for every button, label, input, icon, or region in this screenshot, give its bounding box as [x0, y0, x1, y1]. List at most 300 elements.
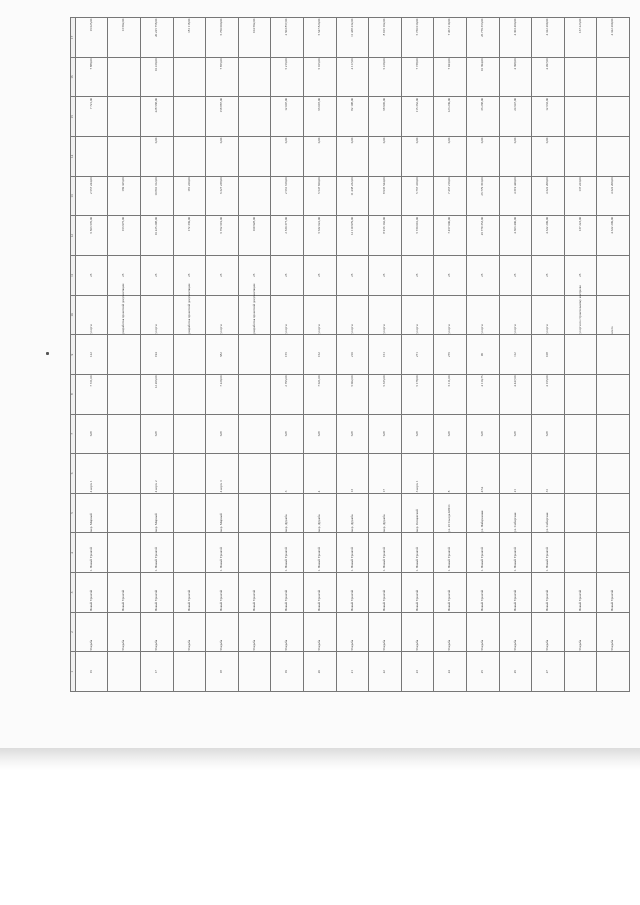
table-cell: 0,00 — [303, 137, 336, 177]
table-cell: 7 021,00 — [303, 374, 336, 414]
table-cell: 4 корп. 3 — [206, 454, 239, 494]
table-cell — [564, 335, 597, 375]
table-cell: мкр. Мирный — [206, 493, 239, 533]
table-cell: 0,00 — [466, 137, 499, 177]
table-cell: Усадьба — [434, 612, 467, 652]
table-cell: 20 225 758,00 — [140, 18, 173, 58]
table-cell: 112 — [499, 335, 532, 375]
table-cell — [108, 533, 141, 573]
column-number-17: 17 — [71, 18, 76, 58]
table-cell: Новый Уренгой — [140, 573, 173, 613]
table-cell: 228 568,00 — [140, 97, 173, 137]
table-cell: Усадьба — [173, 612, 206, 652]
table-cell: 5 632 022,00 — [303, 216, 336, 256]
table-cell — [597, 533, 630, 573]
table-cell: Новый Уренгой — [466, 573, 499, 613]
table-cell — [173, 97, 206, 137]
table-cell: 628 — [206, 414, 239, 454]
table-cell: 1. Новый Уренгой — [336, 533, 369, 573]
table-cell: Усадьба — [369, 612, 402, 652]
table-cell: 3 корп. 1 — [401, 454, 434, 494]
table-cell — [108, 374, 141, 414]
table-cell — [173, 335, 206, 375]
table-cell: 1. Новый Уренгой — [271, 533, 304, 573]
table-cell — [173, 652, 206, 692]
table-cell: 4 117,00 — [336, 57, 369, 97]
table-cell: 25 — [499, 255, 532, 295]
table-cell: 172 339,00 — [173, 216, 206, 256]
table-cell: Новый Уренгой — [75, 573, 108, 613]
table-cell: Усадьба — [140, 612, 173, 652]
table-cell: 5 730 010,00 — [401, 216, 434, 256]
table-cell: услуги — [303, 295, 336, 335]
table-cell — [238, 652, 271, 692]
table-cell: разработка проектной документации — [238, 295, 271, 335]
table-cell: 1. Новый Уренгой — [532, 533, 565, 573]
table-cell: 137 223,00 — [564, 176, 597, 216]
table-cell — [238, 533, 271, 573]
table-cell: 0,00 — [499, 137, 532, 177]
table-cell: 17 — [140, 652, 173, 692]
table-cell: 25 — [303, 255, 336, 295]
table-cell: 25 — [564, 255, 597, 295]
table-cell: 2 530 377,00 — [271, 216, 304, 256]
column-number-4: 4 — [71, 533, 76, 573]
table-cell: 24 647,00 — [499, 97, 532, 137]
table-cell: 13 — [336, 454, 369, 494]
table-cell: 22 — [369, 652, 402, 692]
table-cell: 181 220,00 — [173, 176, 206, 216]
table-cell: 1. Новый Уренгой — [369, 533, 402, 573]
table-cell: 5 178,00 — [401, 374, 434, 414]
table-cell — [238, 97, 271, 137]
table-cell: 23 — [401, 652, 434, 692]
table-cell: 26 779 353,00 — [466, 176, 499, 216]
table-cell: 12 119 979,00 — [336, 216, 369, 256]
table-cell — [238, 414, 271, 454]
table-cell: 2 795,00 — [271, 374, 304, 414]
table-cell: Новый Уренгой — [238, 573, 271, 613]
table-cell: 25 — [108, 255, 141, 295]
table-cell: 276 — [434, 335, 467, 375]
table-row — [108, 18, 141, 692]
table-cell: мкр. Мирный — [140, 493, 173, 533]
table-cell: 7 229,00 — [206, 374, 239, 414]
table-cell: 628 — [75, 414, 108, 454]
table-cell: 25 — [401, 255, 434, 295]
table-cell: 7 721,00 — [75, 97, 108, 137]
table-cell: ул. Сибирская — [499, 493, 532, 533]
table-cell: 0,00 — [434, 137, 467, 177]
table-cell: 25 — [532, 255, 565, 295]
table-cell: Новый Уренгой — [206, 573, 239, 613]
table-cell: 4 322 209,00 — [597, 216, 630, 256]
table-cell — [108, 335, 141, 375]
column-number-3: 3 — [71, 573, 76, 613]
table-cell: Новый Уренгой — [303, 573, 336, 613]
table-row — [303, 18, 336, 692]
table-cell: Усадьба — [466, 612, 499, 652]
table-cell — [173, 57, 206, 97]
table-cell: 82 198,00 — [336, 97, 369, 137]
table-cell: 11 438 232,00 — [336, 18, 369, 58]
table-cell: 210 — [336, 335, 369, 375]
table-cell — [564, 374, 597, 414]
table-cell: 7 467 219,00 — [434, 18, 467, 58]
table-cell: 122 — [75, 335, 108, 375]
table-cell: 12 007,00 — [271, 97, 304, 137]
table-cell: 3 — [271, 454, 304, 494]
table-cell: 628 — [369, 414, 402, 454]
table-cell: 4 303 400,00 — [499, 216, 532, 256]
table-cell: 8 — [434, 454, 467, 494]
table-cell — [108, 137, 141, 177]
table-cell: 7 721,00 — [75, 374, 108, 414]
table-cell: услуги — [369, 295, 402, 335]
table-cell: 6 503 570,00 — [75, 216, 108, 256]
table-cell: Новый Уренгой — [369, 573, 402, 613]
table-cell: 628 — [303, 414, 336, 454]
table-cell: Новый Уренгой — [532, 573, 565, 613]
table-cell: всего — [597, 295, 630, 335]
table-cell: 25 — [271, 255, 304, 295]
table-cell: 12 206,00 — [140, 374, 173, 414]
table-cell: услуги — [466, 295, 499, 335]
table-cell — [238, 137, 271, 177]
table-cell — [597, 493, 630, 533]
table-row — [434, 18, 467, 692]
table-cell: ул. Набережная — [466, 493, 499, 533]
table-cell — [564, 533, 597, 573]
table-cell: 4 322 209,00 — [532, 216, 565, 256]
column-number-8: 8 — [71, 374, 76, 414]
table-cell: 7 889,00 — [75, 57, 108, 97]
table-cell: 96 — [466, 335, 499, 375]
table-cell — [75, 137, 108, 177]
table-row — [206, 18, 239, 692]
table-cell: Усадьба — [336, 612, 369, 652]
table-cell: 1. Новый Уренгой — [434, 533, 467, 573]
table-cell: услуги по строительному контролю — [564, 295, 597, 335]
register-table — [70, 17, 630, 692]
table-cell: 628 — [140, 414, 173, 454]
table-cell: 2 557 244,00 — [75, 176, 108, 216]
table-cell — [597, 414, 630, 454]
table-cell: 628 — [499, 414, 532, 454]
table-cell — [238, 335, 271, 375]
table-cell: 109 928,00 — [238, 216, 271, 256]
table-row — [173, 18, 206, 692]
table-cell — [108, 57, 141, 97]
table-cell: 25 — [238, 255, 271, 295]
table-cell: 137 223,00 — [564, 18, 597, 58]
table-cell: услуги — [499, 295, 532, 335]
rotated-table-wrapper — [70, 17, 630, 692]
table-cell: 628 — [401, 414, 434, 454]
table-cell: 0,00 — [206, 137, 239, 177]
table-cell: 25 — [434, 255, 467, 295]
table-cell: разработка проектной документации — [108, 295, 141, 335]
table-cell: 25 — [206, 255, 239, 295]
table-cell: ул. 26 Съезда КПСС — [434, 493, 467, 533]
table-cell: Усадьба — [271, 612, 304, 652]
table-cell — [238, 374, 271, 414]
table-cell: 0,00 — [369, 137, 402, 177]
table-cell: 4 корп. 1 — [75, 454, 108, 494]
table-cell: 4 — [303, 454, 336, 494]
table-cell: 2 503 857,00 — [271, 18, 304, 58]
table-cell: мкр. Дружба — [336, 493, 369, 533]
table-cell — [597, 374, 630, 414]
table-cell — [597, 335, 630, 375]
table-row — [401, 18, 434, 692]
table-cell — [108, 493, 141, 533]
table-cell: 108 — [532, 335, 565, 375]
table-cell: 7 738,00 — [401, 57, 434, 97]
table-cell: 11 438 232,00 — [336, 176, 369, 216]
table-cell: 628 — [271, 414, 304, 454]
table-cell: 1. Новый Уренгой — [75, 533, 108, 573]
table-cell — [238, 454, 271, 494]
table-cell: 0,00 — [271, 137, 304, 177]
table-cell — [173, 533, 206, 573]
table-row — [140, 18, 173, 692]
column-number-12: 12 — [71, 216, 76, 256]
table-cell: 155 — [271, 335, 304, 375]
table-row — [564, 18, 597, 692]
table-cell: мкр. Дружба — [271, 493, 304, 533]
table-body — [75, 18, 629, 692]
table-cell — [108, 454, 141, 494]
table-cell: 26 779 353,00 — [466, 216, 499, 256]
page-edge-shadow — [0, 748, 640, 770]
table-cell: Новый Уренгой — [564, 573, 597, 613]
table-row — [336, 18, 369, 692]
table-cell: 21 — [336, 652, 369, 692]
table-cell: 7 467 219,00 — [434, 176, 467, 216]
table-cell — [173, 493, 206, 533]
table-cell: 47А — [466, 454, 499, 494]
table-cell — [597, 652, 630, 692]
table-cell: 8 916 102,00 — [369, 18, 402, 58]
table-cell: Усадьба — [499, 612, 532, 652]
table-cell: 5 547 820,00 — [303, 18, 336, 58]
table-cell: Новый Уренгой — [401, 573, 434, 613]
table-cell: 25 — [336, 255, 369, 295]
table-cell: Усадьба — [108, 612, 141, 652]
table-cell: 271 — [401, 335, 434, 375]
table-cell — [238, 57, 271, 97]
table-cell: 24 — [434, 652, 467, 692]
column-number-10: 10 — [71, 295, 76, 335]
table-cell: 68 905,00 — [369, 97, 402, 137]
table-cell: 25 — [75, 255, 108, 295]
table-cell — [564, 414, 597, 454]
table-cell — [108, 652, 141, 692]
table-cell: 4 165,00 — [532, 374, 565, 414]
table-cell — [597, 454, 630, 494]
table-cell: 123 239,00 — [434, 97, 467, 137]
table-cell: 31 — [532, 454, 565, 494]
table-cell — [597, 57, 630, 97]
table-cell: 6 762 619,00 — [206, 216, 239, 256]
table-cell: 5 015,00 — [303, 57, 336, 97]
table-cell: 7 855,00 — [206, 57, 239, 97]
table-cell: 5 730 010,00 — [401, 18, 434, 58]
table-cell: 1. Новый Уренгой — [140, 533, 173, 573]
table-cell — [564, 57, 597, 97]
table-row — [238, 18, 271, 692]
table-cell: 19 — [271, 652, 304, 692]
table-cell: 5 767 410,00 — [401, 176, 434, 216]
table-cell: 115 362,00 — [401, 97, 434, 137]
table-cell: 18 — [206, 652, 239, 692]
column-number-14: 14 — [71, 137, 76, 177]
table-cell — [564, 454, 597, 494]
table-cell: Усадьба — [597, 612, 630, 652]
table-cell: 162 — [303, 335, 336, 375]
table-cell: 4 497,00 — [532, 57, 565, 97]
table-cell: 25 — [466, 652, 499, 692]
table-cell: 13 692,00 — [108, 18, 141, 58]
table-cell — [173, 454, 206, 494]
table-cell: услуги — [434, 295, 467, 335]
table-cell: 163 975,00 — [108, 216, 141, 256]
table-cell: 7 457 000,00 — [434, 216, 467, 256]
table-cell: 66 018,00 — [303, 97, 336, 137]
table-cell: Новый Уренгой — [336, 573, 369, 613]
table-cell: услуги — [140, 295, 173, 335]
table-cell — [597, 137, 630, 177]
table-cell: 582 — [206, 335, 239, 375]
table-cell: разработка проектной документации — [173, 295, 206, 335]
table-cell: 4 447,00 — [499, 374, 532, 414]
table-cell: 25 — [466, 255, 499, 295]
table-cell — [597, 97, 630, 137]
column-number-11: 11 — [71, 255, 76, 295]
table-cell — [108, 414, 141, 454]
table-cell: Усадьба — [532, 612, 565, 652]
table-cell: 1. Новый Уренгой — [499, 533, 532, 573]
table-cell: 2 561 619,00 — [271, 176, 304, 216]
table-row — [466, 18, 499, 692]
column-number-2: 2 — [71, 612, 76, 652]
table-row — [75, 18, 108, 692]
table-row — [271, 18, 304, 692]
table-cell: 10 225 298,00 — [140, 216, 173, 256]
table-cell: 21 — [499, 454, 532, 494]
column-number-6: 6 — [71, 454, 76, 494]
column-number-5: 5 — [71, 493, 76, 533]
table-cell: Усадьба — [238, 612, 271, 652]
table-cell: 12 633,00 — [532, 97, 565, 137]
table-cell: 6 327 238,00 — [206, 176, 239, 216]
table-cell: услуги — [271, 295, 304, 335]
table-cell — [238, 176, 271, 216]
table-cell: 0,00 — [532, 137, 565, 177]
table-cell: 4 319 440,00 — [499, 176, 532, 216]
column-number-7: 7 — [71, 414, 76, 454]
table-cell: 26 — [499, 652, 532, 692]
table-cell: мкр. Репцевский — [401, 493, 434, 533]
table-cell: 5 002,00 — [336, 374, 369, 414]
table-cell: Новый Уренгой — [434, 573, 467, 613]
table-cell: 1. Новый Уренгой — [466, 533, 499, 573]
table-cell: ул. Сибирская — [532, 493, 565, 533]
table-cell: Усадьба — [401, 612, 434, 652]
table-cell: 27 — [532, 652, 565, 692]
table-cell: услуги — [75, 295, 108, 335]
scan-speck — [46, 352, 49, 355]
table-cell: услуги — [532, 295, 565, 335]
table-frame — [70, 17, 630, 692]
table-cell: 137 223,00 — [564, 216, 597, 256]
column-number-15: 15 — [71, 97, 76, 137]
table-cell: 628 — [336, 414, 369, 454]
table-cell: Новый Уренгой — [499, 573, 532, 613]
table-cell: 25 — [173, 255, 206, 295]
table-cell: 16 025,00 — [75, 18, 108, 58]
table-cell: 628 — [466, 414, 499, 454]
table-cell: Усадьба — [564, 612, 597, 652]
table-cell: 161 — [369, 335, 402, 375]
table-cell: мкр. Дружба — [303, 493, 336, 533]
table-cell: 628 — [532, 414, 565, 454]
column-number-13: 13 — [71, 176, 76, 216]
table-cell: 169 325,00 — [108, 176, 141, 216]
table-cell: 4 322 209,00 — [597, 18, 630, 58]
table-cell: Новый Уренгой — [108, 573, 141, 613]
table-cell: 25 — [140, 255, 173, 295]
table-cell: 25 — [369, 255, 402, 295]
table-cell — [173, 137, 206, 177]
table-cell: 181 118,00 — [173, 18, 206, 58]
table-cell: 5 335,00 — [369, 374, 402, 414]
table-cell — [597, 255, 630, 295]
table-cell: 17 — [369, 454, 402, 494]
table-cell — [173, 374, 206, 414]
table-row — [499, 18, 532, 692]
table-cell: 0,00 — [336, 137, 369, 177]
table-cell: Новый Уренгой — [271, 573, 304, 613]
table-cell: 1. Новый Уренгой — [206, 533, 239, 573]
table-row — [597, 18, 630, 692]
table-cell: услуги — [206, 295, 239, 335]
table-cell: 4 корп. 2 — [140, 454, 173, 494]
table-cell — [564, 137, 597, 177]
table-cell: 26 779 353,00 — [466, 18, 499, 58]
table-cell: 5 547 820,00 — [303, 176, 336, 216]
table-cell — [108, 97, 141, 137]
table-cell: 7 943,00 — [434, 57, 467, 97]
table-cell: 10 801 312,00 — [140, 176, 173, 216]
table-cell — [238, 493, 271, 533]
table-cell: Усадьба — [75, 612, 108, 652]
table-cell: Новый Уренгой — [597, 573, 630, 613]
column-number-1: 1 — [71, 652, 76, 692]
table-cell: 4 398,00 — [499, 57, 532, 97]
table-cell: 4 322 209,00 — [597, 176, 630, 216]
table-row — [532, 18, 565, 692]
table-cell: услуги — [401, 295, 434, 335]
table-cell: 6 760 000,00 — [206, 18, 239, 58]
table-cell: 4 303 400,00 — [499, 18, 532, 58]
table-cell: 0,00 — [140, 137, 173, 177]
table-cell — [564, 97, 597, 137]
table-cell: услуги — [336, 295, 369, 335]
table-cell: 0,00 — [401, 137, 434, 177]
table-cell: 5 419,00 — [369, 57, 402, 97]
